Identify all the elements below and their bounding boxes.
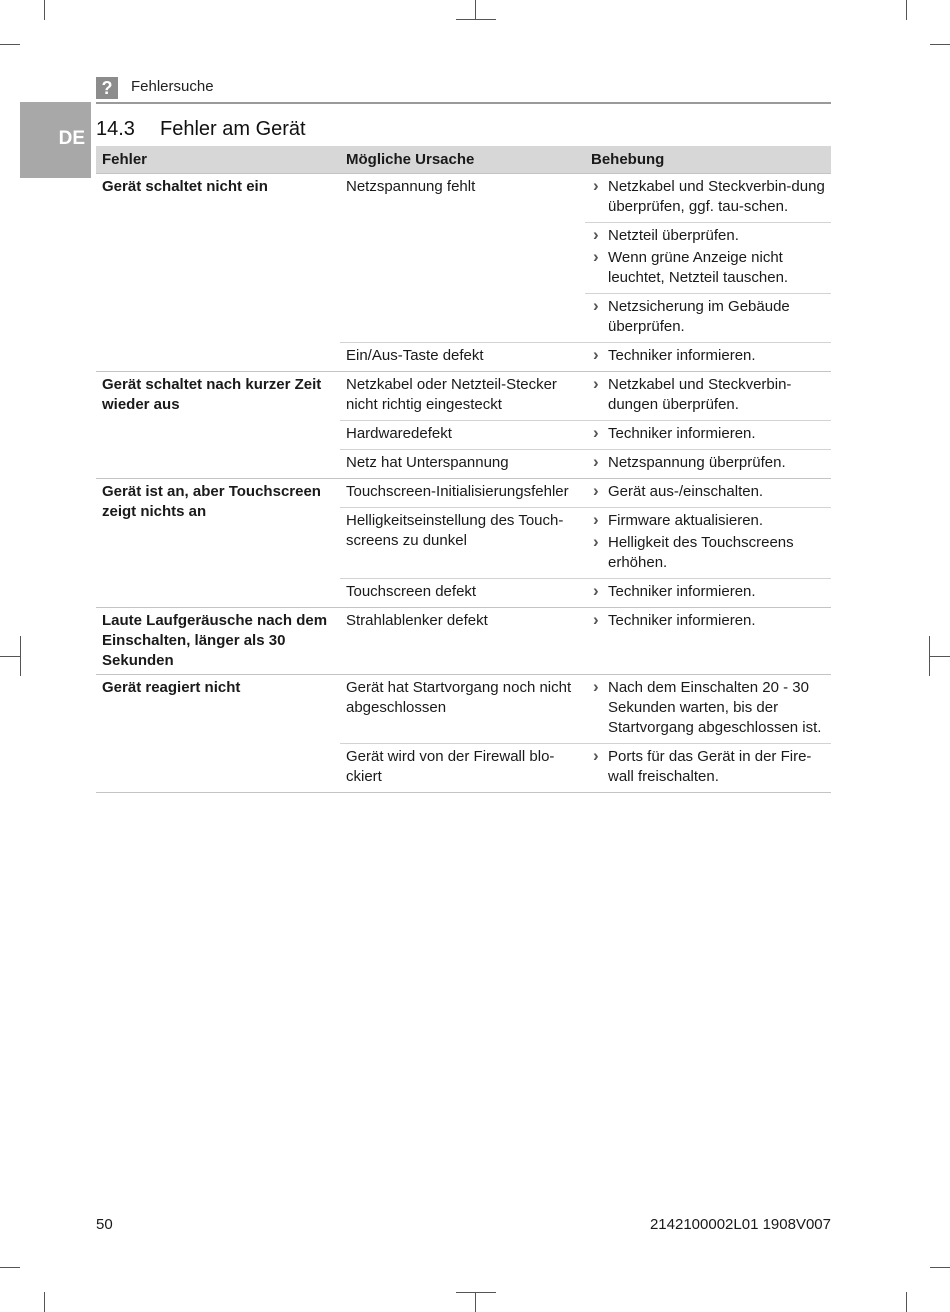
ursache-cell: Netzkabel oder Netzteil-Stecker nicht richtig eingesteckt [340,372,585,421]
crop-mark [0,1267,20,1268]
behebung-cell [585,294,831,343]
crop-mark [0,44,20,45]
crop-mark [930,44,950,45]
table-row [96,479,831,508]
behebung-cell [585,223,831,294]
fehler-cell: Gerät schaltet nicht ein [96,174,340,372]
crop-mark [456,1292,496,1293]
question-mark-icon: ? [96,77,118,99]
ursache-cell: Netzspannung fehlt [340,174,585,343]
crop-mark [44,1292,45,1312]
troubleshooting-table [96,146,831,793]
section-title [96,118,306,141]
section-heading: Fehler am Gerät [160,118,306,140]
ursache-cell: Strahlablenker defekt [340,608,585,675]
header-behebung: Behebung [585,146,831,174]
crop-mark [930,1267,950,1268]
page-number: 50 [96,1216,113,1233]
behebung-cell [585,579,831,608]
crop-mark [930,656,950,657]
behebung-cell [585,372,831,421]
behebung-cell [585,508,831,579]
crop-mark [20,636,21,676]
behebung-cell [585,421,831,450]
fix-item: › Ports für das Gerät in der Fire-wall freischalten. [593,747,825,787]
ursache-cell: Ein/Aus-Taste defekt [340,343,585,372]
crop-mark [906,1292,907,1312]
table-header-row [96,146,831,174]
fix-item: › Netzspannung überprüfen. [593,453,825,473]
page-header [96,76,831,104]
table-row [96,174,831,223]
document-code: 2142100002L01 1908V007 [649,1216,831,1233]
behebung-cell [585,174,831,223]
table-row [96,608,831,675]
fix-item: › Nach dem Einschalten 20 - 30 Sekunden warten, bis der Startvorgang abgeschlossen ist. [593,678,825,738]
crop-mark [0,656,20,657]
ursache-cell: Touchscreen-Initialisierungsfehler [340,479,585,508]
crop-mark [44,0,45,20]
behebung-cell [585,608,831,675]
fix-item: › Gerät aus-/einschalten. [593,482,825,502]
fehler-cell: Gerät schaltet nach kurzer Zeit wieder aus [96,372,340,479]
fix-item: › Netzkabel und Steckverbin-dung überprüfen, ggf. tau-schen. [593,177,825,217]
language-tab: DE [20,102,91,178]
crop-mark [906,0,907,20]
fix-item: › Firmware aktualisieren. [593,511,825,531]
fix-item: › Techniker informieren. [593,582,825,602]
crop-mark [475,0,476,20]
fix-item: › Techniker informieren. [593,424,825,444]
ursache-cell: Hardwaredefekt [340,421,585,450]
table-row [96,372,831,421]
fix-item: › Netzsicherung im Gebäude überprüfen. [593,297,825,337]
header-ursache: Mögliche Ursache [340,146,585,174]
table-row [96,675,831,744]
ursache-cell: Gerät wird von der Firewall blo-ckiert [340,744,585,793]
crop-mark [456,19,496,20]
ursache-cell: Touchscreen defekt [340,579,585,608]
fix-item: › Netzteil überprüfen. [593,226,825,246]
header-title: Fehlersuche [131,78,214,95]
fix-item: › Netzkabel und Steckverbin-dungen überprüfen. [593,375,825,415]
ursache-cell: Helligkeitseinstellung des Touch-screens zu dunkel [340,508,585,579]
fix-item: › Techniker informieren. [593,346,825,366]
behebung-cell [585,675,831,744]
ursache-cell: Netz hat Unterspannung [340,450,585,479]
crop-mark [475,1292,476,1312]
fehler-cell: Gerät reagiert nicht [96,675,340,793]
fehler-cell: Laute Laufgeräusche nach dem Einschalten, länger als 30 Sekunden [96,608,340,675]
ursache-cell: Gerät hat Startvorgang noch nicht abgeschlossen [340,675,585,744]
behebung-cell [585,479,831,508]
behebung-cell [585,744,831,793]
fix-item: › Helligkeit des Touchscreens erhöhen. [593,533,825,573]
fix-item: › Wenn grüne Anzeige nicht leuchtet, Netzteil tauschen. [593,248,825,288]
behebung-cell [585,450,831,479]
behebung-cell [585,343,831,372]
fehler-cell: Gerät ist an, aber Touchscreen zeigt nichts an [96,479,340,608]
section-number: 14.3 [96,118,135,140]
header-fehler: Fehler [96,146,340,174]
fix-item: › Techniker informieren. [593,611,825,631]
